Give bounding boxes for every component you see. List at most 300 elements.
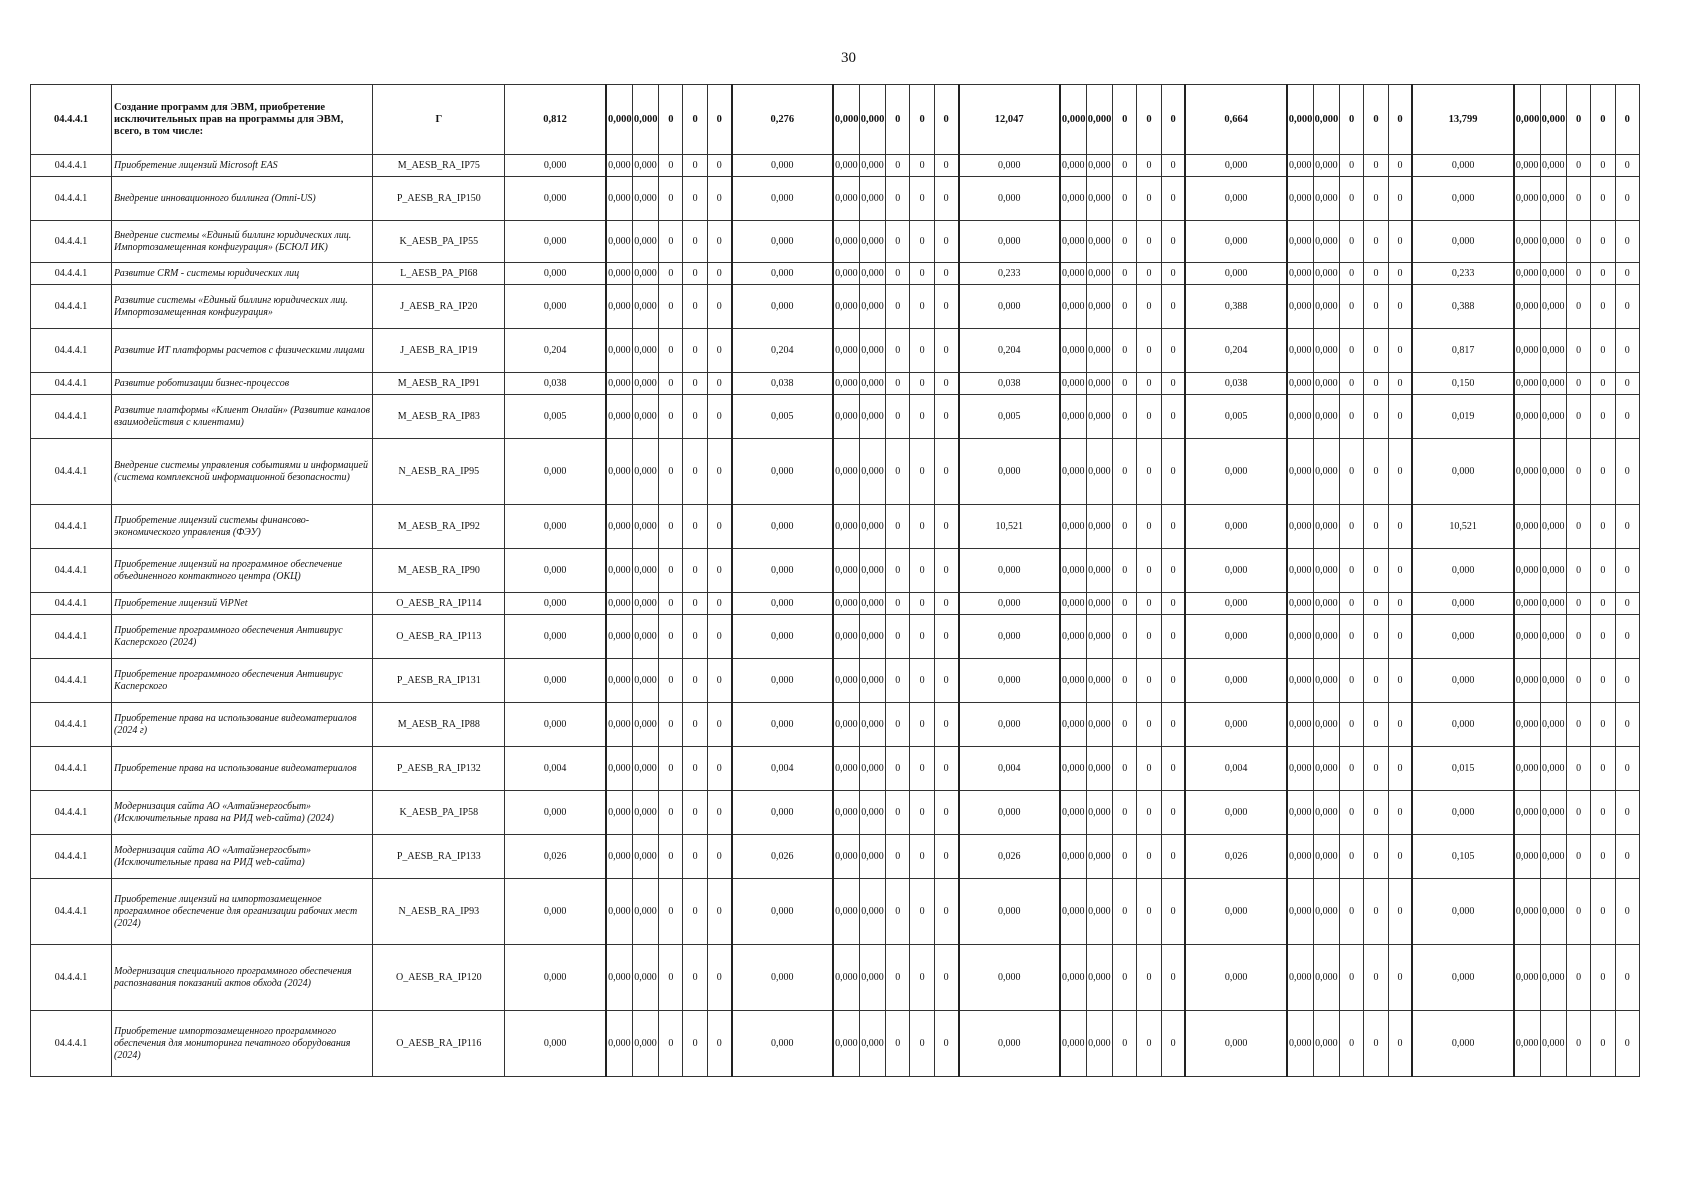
- sub-value-cell: 0: [1566, 593, 1590, 615]
- sub-value-cell: 0: [659, 329, 683, 373]
- sub-value-cell: 0: [1113, 1011, 1137, 1077]
- sub-value-cell: 0: [1364, 659, 1388, 703]
- sub-value-cell: 0: [683, 945, 707, 1011]
- row-code: 04.4.4.1: [31, 329, 112, 373]
- sub-value-cell: 0: [1388, 549, 1412, 593]
- value-cell: 0,000: [959, 177, 1060, 221]
- row-code: 04.4.4.1: [31, 505, 112, 549]
- sub-value-cell: 0: [1339, 549, 1363, 593]
- sub-value-cell: 0: [1591, 835, 1615, 879]
- sub-value-cell: 0: [1566, 505, 1590, 549]
- sub-value-cell: 0,000: [1086, 439, 1112, 505]
- value-cell: 0,004: [732, 747, 833, 791]
- row-project-id: L_AESB_PA_PI68: [373, 263, 505, 285]
- sub-value-cell: 0,000: [859, 791, 885, 835]
- sub-value-cell: 0: [1339, 615, 1363, 659]
- sub-value-cell: 0: [934, 505, 958, 549]
- sub-value-cell: 0: [1161, 791, 1185, 835]
- sub-value-cell: 0: [934, 85, 958, 155]
- sub-value-cell: 0: [659, 747, 683, 791]
- sub-value-cell: 0: [1137, 177, 1161, 221]
- sub-value-cell: 0,000: [1313, 659, 1339, 703]
- sub-value-cell: 0,000: [1060, 155, 1086, 177]
- value-cell: 0,276: [732, 85, 833, 155]
- sub-value-cell: 0,000: [859, 155, 885, 177]
- sub-value-cell: 0: [1591, 549, 1615, 593]
- sub-value-cell: 0,000: [1313, 593, 1339, 615]
- sub-value-cell: 0: [1137, 285, 1161, 329]
- sub-value-cell: 0,000: [1287, 285, 1313, 329]
- sub-value-cell: 0,000: [833, 395, 859, 439]
- sub-value-cell: 0: [910, 659, 934, 703]
- sub-value-cell: 0: [1364, 221, 1388, 263]
- sub-value-cell: 0,000: [632, 549, 658, 593]
- row-name: Развитие платформы «Клиент Онлайн» (Развитие каналов взаимодействия с клиентами): [112, 395, 373, 439]
- sub-value-cell: 0,000: [1540, 835, 1566, 879]
- sub-value-cell: 0: [707, 85, 731, 155]
- sub-value-cell: 0: [886, 285, 910, 329]
- row-code: 04.4.4.1: [31, 285, 112, 329]
- value-cell: 0,000: [959, 1011, 1060, 1077]
- value-cell: 0,000: [1185, 615, 1286, 659]
- sub-value-cell: 0,000: [1514, 1011, 1540, 1077]
- sub-value-cell: 0,000: [1313, 879, 1339, 945]
- sub-value-cell: 0: [1137, 263, 1161, 285]
- sub-value-cell: 0: [1161, 439, 1185, 505]
- sub-value-cell: 0: [1113, 549, 1137, 593]
- sub-value-cell: 0: [1591, 659, 1615, 703]
- sub-value-cell: 0,000: [1540, 263, 1566, 285]
- value-cell: 0,817: [1412, 329, 1513, 373]
- table-row: [31, 439, 1640, 505]
- sub-value-cell: 0: [1566, 155, 1590, 177]
- sub-value-cell: 0: [1591, 177, 1615, 221]
- sub-value-cell: 0: [1137, 439, 1161, 505]
- value-cell: 0,000: [1412, 1011, 1513, 1077]
- sub-value-cell: 0: [910, 593, 934, 615]
- sub-value-cell: 0: [1161, 177, 1185, 221]
- sub-value-cell: 0,000: [859, 329, 885, 373]
- row-project-id: M_AESB_RA_IP92: [373, 505, 505, 549]
- row-code: 04.4.4.1: [31, 85, 112, 155]
- sub-value-cell: 0: [683, 373, 707, 395]
- value-cell: 13,799: [1412, 85, 1513, 155]
- sub-value-cell: 0: [1615, 221, 1639, 263]
- sub-value-cell: 0: [683, 747, 707, 791]
- sub-value-cell: 0: [1161, 285, 1185, 329]
- sub-value-cell: 0,000: [1514, 329, 1540, 373]
- sub-value-cell: 0: [1364, 373, 1388, 395]
- sub-value-cell: 0: [1388, 659, 1412, 703]
- row-name: Модернизация сайта АО «Алтайэнергосбыт» (Исключительные права на РИД web-сайта) (2024): [112, 791, 373, 835]
- sub-value-cell: 0,000: [1540, 593, 1566, 615]
- sub-value-cell: 0: [1161, 615, 1185, 659]
- sub-value-cell: 0: [1364, 285, 1388, 329]
- sub-value-cell: 0,000: [606, 505, 632, 549]
- sub-value-cell: 0: [1388, 85, 1412, 155]
- sub-value-cell: 0: [659, 85, 683, 155]
- sub-value-cell: 0: [1591, 395, 1615, 439]
- sub-value-cell: 0,000: [1540, 703, 1566, 747]
- sub-value-cell: 0,000: [1540, 549, 1566, 593]
- sub-value-cell: 0: [910, 791, 934, 835]
- sub-value-cell: 0,000: [859, 945, 885, 1011]
- sub-value-cell: 0,000: [859, 505, 885, 549]
- sub-value-cell: 0,000: [606, 1011, 632, 1077]
- sub-value-cell: 0,000: [606, 177, 632, 221]
- sub-value-cell: 0: [886, 505, 910, 549]
- sub-value-cell: 0,000: [632, 439, 658, 505]
- value-cell: 0,000: [959, 945, 1060, 1011]
- sub-value-cell: 0: [1113, 263, 1137, 285]
- row-project-id: O_AESB_RA_IP113: [373, 615, 505, 659]
- value-cell: 0,000: [1185, 659, 1286, 703]
- sub-value-cell: 0: [1364, 593, 1388, 615]
- sub-value-cell: 0,000: [1313, 791, 1339, 835]
- row-project-id: P_AESB_RA_IP131: [373, 659, 505, 703]
- sub-value-cell: 0: [1161, 703, 1185, 747]
- row-code: 04.4.4.1: [31, 221, 112, 263]
- sub-value-cell: 0,000: [1287, 155, 1313, 177]
- sub-value-cell: 0: [934, 945, 958, 1011]
- sub-value-cell: 0: [1137, 593, 1161, 615]
- sub-value-cell: 0: [1388, 747, 1412, 791]
- sub-value-cell: 0: [1161, 155, 1185, 177]
- sub-value-cell: 0,000: [859, 263, 885, 285]
- sub-value-cell: 0: [1591, 791, 1615, 835]
- sub-value-cell: 0: [1113, 329, 1137, 373]
- sub-value-cell: 0,000: [1313, 85, 1339, 155]
- row-code: 04.4.4.1: [31, 263, 112, 285]
- sub-value-cell: 0: [1137, 945, 1161, 1011]
- sub-value-cell: 0: [1161, 879, 1185, 945]
- sub-value-cell: 0: [1364, 329, 1388, 373]
- sub-value-cell: 0,000: [632, 395, 658, 439]
- row-name: Создание программ для ЭВМ, приобретение исключительных прав на программы для ЭВМ, всего, в том числе:: [112, 85, 373, 155]
- sub-value-cell: 0,000: [1514, 285, 1540, 329]
- sub-value-cell: 0,000: [632, 703, 658, 747]
- table-row: [31, 285, 1640, 329]
- row-code: 04.4.4.1: [31, 155, 112, 177]
- sub-value-cell: 0,000: [1060, 945, 1086, 1011]
- sub-value-cell: 0,000: [606, 263, 632, 285]
- value-cell: 0,038: [505, 373, 606, 395]
- page-number: 30: [841, 50, 856, 66]
- value-cell: 0,000: [1185, 879, 1286, 945]
- value-cell: 0,000: [1185, 263, 1286, 285]
- sub-value-cell: 0: [1113, 285, 1137, 329]
- sub-value-cell: 0: [1566, 879, 1590, 945]
- value-cell: 0,000: [732, 439, 833, 505]
- sub-value-cell: 0,000: [1287, 221, 1313, 263]
- value-cell: 0,000: [732, 879, 833, 945]
- sub-value-cell: 0,000: [1313, 1011, 1339, 1077]
- sub-value-cell: 0,000: [632, 329, 658, 373]
- sub-value-cell: 0: [934, 329, 958, 373]
- sub-value-cell: 0,000: [833, 945, 859, 1011]
- sub-value-cell: 0: [1113, 747, 1137, 791]
- sub-value-cell: 0,000: [1060, 659, 1086, 703]
- sub-value-cell: 0: [1615, 177, 1639, 221]
- sub-value-cell: 0: [1137, 615, 1161, 659]
- value-cell: 0,000: [1185, 549, 1286, 593]
- sub-value-cell: 0: [707, 263, 731, 285]
- sub-value-cell: 0,000: [859, 221, 885, 263]
- sub-value-cell: 0: [934, 1011, 958, 1077]
- sub-value-cell: 0,000: [859, 285, 885, 329]
- row-project-id: P_AESB_RA_IP150: [373, 177, 505, 221]
- sub-value-cell: 0: [1113, 177, 1137, 221]
- value-cell: 0,000: [1185, 1011, 1286, 1077]
- sub-value-cell: 0,000: [1086, 659, 1112, 703]
- value-cell: 0,000: [1412, 439, 1513, 505]
- sub-value-cell: 0: [1388, 263, 1412, 285]
- sub-value-cell: 0,000: [1313, 395, 1339, 439]
- sub-value-cell: 0,000: [833, 747, 859, 791]
- sub-value-cell: 0: [1566, 221, 1590, 263]
- sub-value-cell: 0,000: [606, 395, 632, 439]
- sub-value-cell: 0,000: [1060, 747, 1086, 791]
- sub-value-cell: 0: [1591, 945, 1615, 1011]
- value-cell: 12,047: [959, 85, 1060, 155]
- sub-value-cell: 0: [1388, 791, 1412, 835]
- sub-value-cell: 0: [1113, 505, 1137, 549]
- row-name: Развитие ИТ платформы расчетов с физическими лицами: [112, 329, 373, 373]
- sub-value-cell: 0,000: [606, 285, 632, 329]
- sub-value-cell: 0: [886, 85, 910, 155]
- investment-table: [30, 84, 1640, 1077]
- table-row: [31, 373, 1640, 395]
- value-cell: 0,150: [1412, 373, 1513, 395]
- sub-value-cell: 0: [1591, 439, 1615, 505]
- value-cell: 0,000: [1412, 945, 1513, 1011]
- row-code: 04.4.4.1: [31, 1011, 112, 1077]
- sub-value-cell: 0: [934, 373, 958, 395]
- sub-value-cell: 0,000: [632, 615, 658, 659]
- sub-value-cell: 0: [1137, 373, 1161, 395]
- value-cell: 0,000: [732, 221, 833, 263]
- sub-value-cell: 0,000: [606, 659, 632, 703]
- sub-value-cell: 0,000: [1086, 221, 1112, 263]
- sub-value-cell: 0: [1388, 879, 1412, 945]
- sub-value-cell: 0,000: [1514, 615, 1540, 659]
- sub-value-cell: 0,000: [1086, 155, 1112, 177]
- sub-value-cell: 0: [1113, 85, 1137, 155]
- sub-value-cell: 0: [1566, 615, 1590, 659]
- sub-value-cell: 0: [683, 85, 707, 155]
- sub-value-cell: 0,000: [1514, 791, 1540, 835]
- sub-value-cell: 0,000: [1313, 549, 1339, 593]
- sub-value-cell: 0,000: [1313, 329, 1339, 373]
- sub-value-cell: 0,000: [1540, 329, 1566, 373]
- sub-value-cell: 0: [683, 285, 707, 329]
- sub-value-cell: 0: [1615, 593, 1639, 615]
- sub-value-cell: 0: [1113, 221, 1137, 263]
- sub-value-cell: 0: [683, 395, 707, 439]
- value-cell: 0,000: [1185, 505, 1286, 549]
- row-code: 04.4.4.1: [31, 549, 112, 593]
- sub-value-cell: 0: [1364, 505, 1388, 549]
- sub-value-cell: 0,000: [859, 373, 885, 395]
- sub-value-cell: 0: [659, 703, 683, 747]
- sub-value-cell: 0,000: [1540, 1011, 1566, 1077]
- table-row: [31, 747, 1640, 791]
- sub-value-cell: 0: [707, 549, 731, 593]
- value-cell: 0,000: [505, 615, 606, 659]
- sub-value-cell: 0,000: [1514, 747, 1540, 791]
- sub-value-cell: 0: [1161, 835, 1185, 879]
- sub-value-cell: 0: [910, 85, 934, 155]
- row-name: Приобретение импортозамещенного программного обеспечения для мониторинга печатного оборудования (2024): [112, 1011, 373, 1077]
- table-row: [31, 177, 1640, 221]
- row-name: Приобретение программного обеспечения Антивирус Касперского: [112, 659, 373, 703]
- value-cell: 10,521: [959, 505, 1060, 549]
- sub-value-cell: 0,000: [632, 593, 658, 615]
- sub-value-cell: 0: [707, 1011, 731, 1077]
- value-cell: 0,000: [959, 549, 1060, 593]
- row-project-id: M_AESB_RA_IP90: [373, 549, 505, 593]
- sub-value-cell: 0: [1113, 945, 1137, 1011]
- sub-value-cell: 0: [659, 177, 683, 221]
- value-cell: 0,004: [505, 747, 606, 791]
- sub-value-cell: 0,000: [1287, 395, 1313, 439]
- sub-value-cell: 0: [1137, 221, 1161, 263]
- sub-value-cell: 0,000: [1060, 791, 1086, 835]
- sub-value-cell: 0,000: [1060, 835, 1086, 879]
- sub-value-cell: 0: [1339, 395, 1363, 439]
- sub-value-cell: 0,000: [1287, 329, 1313, 373]
- sub-value-cell: 0,000: [1514, 549, 1540, 593]
- sub-value-cell: 0,000: [1086, 835, 1112, 879]
- sub-value-cell: 0: [910, 285, 934, 329]
- sub-value-cell: 0: [1566, 835, 1590, 879]
- sub-value-cell: 0: [1339, 329, 1363, 373]
- sub-value-cell: 0: [1615, 791, 1639, 835]
- sub-value-cell: 0,000: [632, 285, 658, 329]
- sub-value-cell: 0: [659, 155, 683, 177]
- sub-value-cell: 0: [1615, 549, 1639, 593]
- sub-value-cell: 0: [1113, 395, 1137, 439]
- sub-value-cell: 0,000: [1540, 615, 1566, 659]
- sub-value-cell: 0,000: [1313, 747, 1339, 791]
- sub-value-cell: 0: [910, 879, 934, 945]
- value-cell: 0,000: [505, 791, 606, 835]
- sub-value-cell: 0: [886, 835, 910, 879]
- sub-value-cell: 0,000: [1313, 945, 1339, 1011]
- sub-value-cell: 0: [1388, 395, 1412, 439]
- sub-value-cell: 0: [659, 615, 683, 659]
- row-code: 04.4.4.1: [31, 593, 112, 615]
- value-cell: 0,000: [1412, 593, 1513, 615]
- sub-value-cell: 0: [1364, 1011, 1388, 1077]
- sub-value-cell: 0: [1615, 703, 1639, 747]
- row-code: 04.4.4.1: [31, 879, 112, 945]
- row-code: 04.4.4.1: [31, 373, 112, 395]
- sub-value-cell: 0: [934, 395, 958, 439]
- sub-value-cell: 0: [683, 177, 707, 221]
- value-cell: 0,000: [505, 155, 606, 177]
- value-cell: 0,000: [505, 439, 606, 505]
- value-cell: 0,000: [1185, 945, 1286, 1011]
- sub-value-cell: 0,000: [632, 1011, 658, 1077]
- table-row: [31, 155, 1640, 177]
- sub-value-cell: 0: [934, 263, 958, 285]
- sub-value-cell: 0,000: [1287, 263, 1313, 285]
- sub-value-cell: 0,000: [1086, 285, 1112, 329]
- sub-value-cell: 0: [707, 505, 731, 549]
- sub-value-cell: 0,000: [1313, 835, 1339, 879]
- sub-value-cell: 0: [707, 791, 731, 835]
- sub-value-cell: 0,000: [1313, 221, 1339, 263]
- sub-value-cell: 0,000: [1060, 505, 1086, 549]
- sub-value-cell: 0: [934, 703, 958, 747]
- value-cell: 0,204: [959, 329, 1060, 373]
- sub-value-cell: 0: [1388, 373, 1412, 395]
- value-cell: 0,000: [505, 263, 606, 285]
- sub-value-cell: 0: [1137, 505, 1161, 549]
- sub-value-cell: 0,000: [1086, 263, 1112, 285]
- value-cell: 0,000: [505, 879, 606, 945]
- sub-value-cell: 0: [934, 659, 958, 703]
- sub-value-cell: 0: [683, 263, 707, 285]
- sub-value-cell: 0,000: [1540, 945, 1566, 1011]
- sub-value-cell: 0,000: [632, 835, 658, 879]
- sub-value-cell: 0: [1615, 155, 1639, 177]
- sub-value-cell: 0: [886, 791, 910, 835]
- sub-value-cell: 0: [1566, 549, 1590, 593]
- sub-value-cell: 0: [910, 835, 934, 879]
- sub-value-cell: 0: [1137, 791, 1161, 835]
- sub-value-cell: 0,000: [1313, 285, 1339, 329]
- row-code: 04.4.4.1: [31, 747, 112, 791]
- sub-value-cell: 0: [1137, 85, 1161, 155]
- sub-value-cell: 0,000: [1313, 155, 1339, 177]
- sub-value-cell: 0,000: [1060, 703, 1086, 747]
- sub-value-cell: 0,000: [859, 879, 885, 945]
- sub-value-cell: 0: [1161, 945, 1185, 1011]
- sub-value-cell: 0: [1388, 703, 1412, 747]
- value-cell: 0,204: [732, 329, 833, 373]
- sub-value-cell: 0,000: [1287, 879, 1313, 945]
- sub-value-cell: 0: [910, 615, 934, 659]
- sub-value-cell: 0,000: [632, 879, 658, 945]
- value-cell: 0,000: [1412, 615, 1513, 659]
- sub-value-cell: 0: [1364, 945, 1388, 1011]
- row-project-id: Г: [373, 85, 505, 155]
- sub-value-cell: 0,000: [1086, 329, 1112, 373]
- sub-value-cell: 0: [1339, 1011, 1363, 1077]
- sub-value-cell: 0: [1364, 747, 1388, 791]
- sub-value-cell: 0: [1591, 593, 1615, 615]
- sub-value-cell: 0,000: [606, 615, 632, 659]
- sub-value-cell: 0: [1113, 439, 1137, 505]
- sub-value-cell: 0: [659, 373, 683, 395]
- sub-value-cell: 0: [1161, 747, 1185, 791]
- sub-value-cell: 0: [683, 1011, 707, 1077]
- sub-value-cell: 0: [707, 835, 731, 879]
- sub-value-cell: 0: [1615, 747, 1639, 791]
- sub-value-cell: 0,000: [1287, 791, 1313, 835]
- sub-value-cell: 0,000: [1540, 791, 1566, 835]
- sub-value-cell: 0,000: [1313, 703, 1339, 747]
- sub-value-cell: 0: [1615, 659, 1639, 703]
- sub-value-cell: 0: [659, 221, 683, 263]
- value-cell: 0,000: [959, 439, 1060, 505]
- row-code: 04.4.4.1: [31, 659, 112, 703]
- value-cell: 0,000: [505, 177, 606, 221]
- sub-value-cell: 0: [1161, 85, 1185, 155]
- sub-value-cell: 0,000: [859, 439, 885, 505]
